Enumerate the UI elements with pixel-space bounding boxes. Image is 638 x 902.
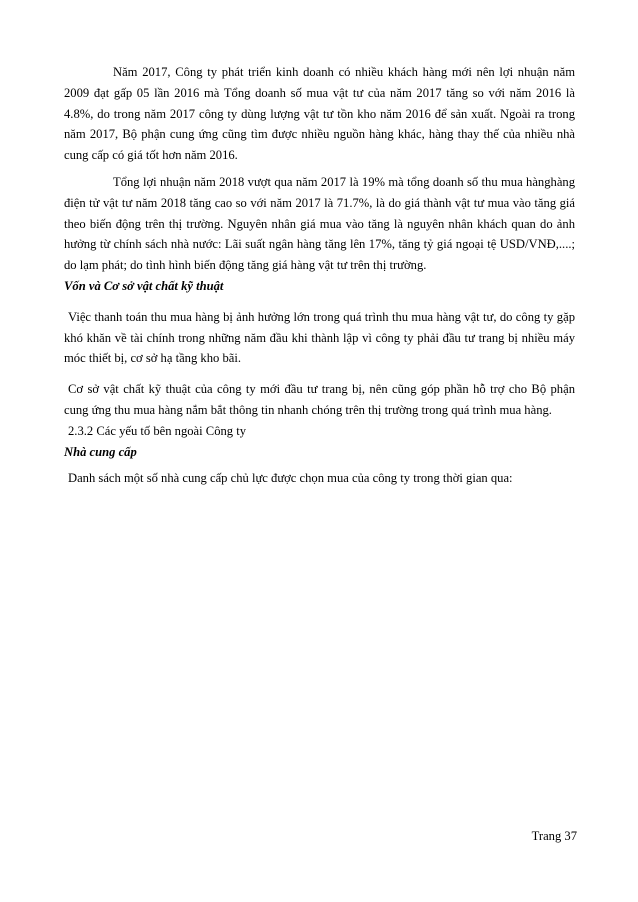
- paragraph-profit-2017: Năm 2017, Công ty phát triển kinh doanh có nhiều khách hàng mới nên lợi nhuận năm 2009 đạt gấp 05 lần 2016 mà Tổng doanh số mua vật tư của năm 2017 tăng so với năm 2016 là 4.8%, do trong năm 2017 công ty dùng lượng vật tư tồn kho năm 2016 để sản xuất. Ngoài ra trong năm 2017, Bộ phận cung ứng cũng tìm được nhiều nguồn hàng khác, hàng thay thế của nhiều nhà cung cấp có giá tốt hơn năm 2016.: [64, 65, 575, 163]
- heading-capital-facilities: Vốn và Cơ sở vật chất kỹ thuật: [64, 278, 224, 293]
- paragraph-profit-2018: Tổng lợi nhuận năm 2018 vượt qua năm 2017 là 19% mà tổng doanh số thu mua hànghàng điện tử vật tư năm 2018 tăng cao so với năm 2017 là 71.7%, là do giá thành vật tư mua vào tăng giá theo biến động trên thị trường. Nguyên nhân giá mua vào tăng là nguyên nhân khách quan do ảnh hưởng từ chính sách nhà nước: Lãi suất ngân hàng tăng lên 17%, tăng tỷ giá ngoại tệ USD/VNĐ,....; do lạm phát; do tình hình biến động tăng giá hàng vật tư trên thị trường.: [64, 174, 575, 273]
- page-content: [64, 62, 575, 489]
- subsection-title: 2.3.2 Các yếu tố bên ngoài Công ty: [68, 423, 247, 438]
- paragraph-facilities: Cơ sở vật chất kỹ thuật của công ty mới đầu tư trang bị, nên cũng góp phần hỗ trợ cho Bộ phận cung ứng thu mua hàng nắm bắt thông tin nhanh chóng trên thị trường trong quá trình mua hàng.: [64, 382, 575, 417]
- paragraph-payment: Việc thanh toán thu mua hàng bị ảnh hưởng lớn trong quá trình thu mua hàng vật tư, do công ty gặp khó khăn về tài chính trong những năm đầu khi thành lập vì công ty phải đầu tư trang bị nhiều máy móc thiết bị, cơ sở hạ tầng kho bãi.: [64, 309, 575, 366]
- paragraph-supplier-list-intro: Danh sách một số nhà cung cấp chủ lực được chọn mua của công ty trong thời gian qua:: [68, 471, 513, 486]
- page-number: Trang 37: [531, 829, 577, 843]
- heading-suppliers: Nhà cung cấp: [64, 444, 137, 459]
